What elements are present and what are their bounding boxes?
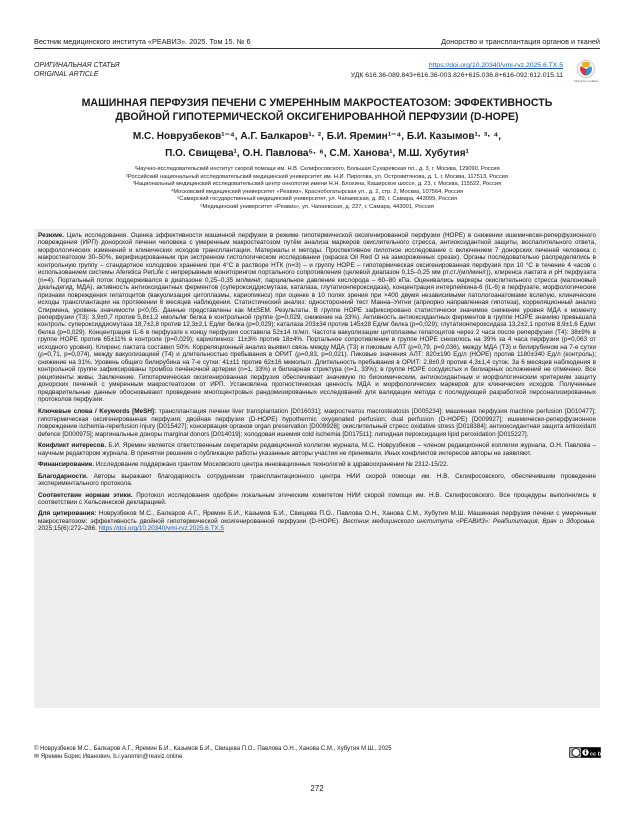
article-type-ru: ОРИГИНАЛЬНАЯ СТАТЬЯ [34, 62, 120, 69]
abstract-box [34, 229, 600, 708]
keywords-text: трансплантация печени liver transplantation [D016031]; макростеатоз macrosteatosis [D005234]; машинная перфузия machine perfusion [D010477]; гипотермическая оксигенированная перфузия; двойная перфузия (D-HOPE) hypothermic oxygenated perfusion; dual perfusion (D-HOPE) [D009927]; ишемически-реперфузионное повреждение ischemia-reperfusion injury [D015427]; консервация органов organ preservation [D009928]; окислительный стресс oxidative stress [D018384]; антиоксидантная защита antioxidant defence [D000975]; маргинальные доноры marginal donors [D014019]; холодовая ишемия cold ischemia [D017511]; липидная пероксидация lipid peroxidation [D015227]. [38, 408, 596, 438]
citation-text: Новрузбеков М.С., Балкаров А.Г., Яремин Б.И., Казымов Б.И., Свищева П.О., Павлова О.Н., Ханова С.М., Хубутия М.Ш. Машинная перфузия печени с умеренным макростеатозом: эффективность двойной гипотермической оксигенированной перфузии (D-HOPE). [38, 510, 596, 525]
citation-pages: 2025;15(6):272–286. [38, 525, 97, 533]
affiliation-item: ³Национальный медицинский исследовательский центр онкологии имени Н.Н. Блохина, Каширское шоссе, д. 23, г. Москва, 115522, Россия [132, 181, 502, 187]
journal-name: Вестник медицинского института «РЕАВИЗ». 2025. Том 15. № 6 [34, 37, 251, 46]
ethics-text: Протокол исследования одобрен локальным этическим комитетом НИИ скорой помощи им. Н.В. Склифосовского. Все процедуры выполнялись в соответствии с Хельсинкской декларацией. [38, 491, 596, 506]
copyright: © Новрузбеков М.С., Балкаров А.Г., Яремин Б.И., Казымов Б.И., Свищева П.О., Павлова О.Н., Ханова С.М., Хубутия М.Ш., 2025 [34, 746, 392, 752]
funding-text: Исследование поддержано грантом Московского центра инновационных технологий в здравоохранении № 2312-15/22. [95, 461, 449, 469]
article-type [34, 61, 120, 79]
article-type-en: ORIGINAL ARTICLE [34, 71, 99, 78]
abstract-text: Цель исследования. Оценка эффективности машинной перфузии в режиме гипотермической оксигенированной перфузии (HOPE) в снижении ишемически-реперфузионного повреждения (ИРП) донорской печени человека с умеренным макростеатозом путём анализа маркеров окислительного стресса, антиоксидантной защиты, воспалительного ответа, морфологических изменений и клинических исходов трансплантации. Материалы и методы. Проспективное пилотное исследование с включением 7 донорских печеней человека с макростеатозом 30–50%, верифицированным при экстренном гистологическом исследовании (окраска Oil Red O на замороженных срезах). Органы последовательно распределялись в контрольную группу – стандартное холодовое хранение при 4°C в растворе НТК (n=3) – и группу HOPE – гипотермическая оксигенированная перфузия при 10 °C в течение 4 часов с использованием системы Aferetica PerLife с непрерывным мониторингом портального сопротивления (целевой диапазон 0,15–0,25 мм рт.ст./(мл/мин/г)), клиренса лактата и pH перфузата (n=4). Портальный поток поддерживался в диапазоне 0,25–0,35 мл/мин/г, парциальное давление кислорода – 60–80 кПа. Оценивались маркеры окислительного стресса (малоновый диальдегид, МДА), активность антиоксидантных ферментов (супероксиддисмутаза, каталаза, глутатионпероксидаза), концентрация интерлейкина-6 (IL-6) в перфузате, морфологические признаки повреждения гепатоцитов (вакуолизация цитоплазмы, кариопикноз) при оценке в 10 полях зрения при ×400 двумя независимыми патологоанатомами вслепую, клинические исходы трансплантации на протяжении 6 месяцев наблюдения. Статистический анализ: односторонний тест Манна–Уитни (априорно направленная гипотеза), корреляционный анализ Спирмена, уровень значимости p<0,05. Данные представлены как M±SEM. Результаты. В группе HOPE зафиксировано статистически значимое снижение уровня МДА к моменту реперфузии (Т3): 3,9±0,7 против 5,8±1,2 нмоль/мг белка в контрольной группе (p=0,029, снижение на 33%). Активность антиоксидантных ферментов в группе HOPE значимо превышала контроль: супероксиддисмутаза 18,7±2,8 против 12,3±2,1 Ед/мг белка (p=0,029); каталаза 203±34 против 145±28 Ед/мг белка (p=0,029); глутатионпероксидаза 13,2±2,1 против 8,9±1,6 Ед/мг белка (p=0,029). Концентрация IL-6 в перфузате к концу перфузии составила 52±14 пг/мл. Частота вакуолизации цитоплазмы гепатоцитов через 2 часа после реперфузии (Т4): 38±9% в группе HOPE против 65±11% в контроле (p=0,029); кариопикноз: 11±3% против 18±4%. Портальное сопротивление в группе HOPE снизилось на 39% за 4 часа перфузии (p=0,063 от исходного уровня). Клиренс лактата составил 50%. Корреляционный анализ выявил связь между МДА (Т3) и пиковым АЛТ (ρ=0,79, p=0,036), между МДА (Т3) и билирубином на 7-е сутки (ρ=0,71, p=0,074), между вакуолизацией (Т4) и длительностью пребывания в ОРИТ (ρ=0,83, p=0,021). Пиковые значения АЛТ: 820±190 Ед/л (HOPE) против 1180±340 Ед/л (контроль); снижение на 31%. Уровень общего билирубина на 7-е сутки: 41±11 против 62±16 мкмоль/л. Длительность пребывания в ОРИТ: 2,8±0,9 против 4,3±1,4 суток. За 6 месяцев наблюдения в контрольной группе зафиксированы тромбоз печёночной артерии (n=1, 33%) и билиарная стриктура (n=1, 33%); в группе HOPE сосудистых и билиарных осложнений не отмечено. Все реципиенты живы. Заключение. Гипотермическая оксигенированная перфузия обеспечивает значимую по биохимическим, антиоксидантным и морфологическим критериям защиту донорских печеней с умеренным макростеатозом от ИРП. Установлена прогностическая ценность МДА и морфологических маркеров для клинических исходов. Полученные предварительные данные обосновывают проведение многоцентровых рандомизированных исследований для валидации метода с последующей разработкой персонализированных протоколов перфузии. [38, 232, 596, 403]
ethics-label: Соответствие нормам этики. [38, 491, 133, 499]
authors-line-1: М.С. Новрузбеков¹⁻⁴, А.Г. Балкаров¹· ², Б.И. Яремин¹⁻⁴, Б.И. Казымов¹· ³· ⁴, [132, 131, 502, 142]
ethics [38, 492, 596, 507]
cc-license-icon [569, 747, 605, 758]
funding-label: Финансирование. [38, 461, 95, 469]
check-for-updates-badge[interactable] [573, 59, 599, 85]
page-number: 272 [310, 784, 324, 793]
citation-journal: Вестник медицинского института «РЕАВИЗ»: Реабилитация, Врач и Здоровье. [342, 517, 596, 525]
title-line-1: МАШИННАЯ ПЕРФУЗИЯ ПЕЧЕНИ С УМЕРЕННЫМ МАКРОСТЕАТОЗОМ: ЭФФЕКТИВНОСТЬ [81, 97, 553, 109]
keywords [38, 408, 596, 438]
header-rule [34, 48, 600, 49]
footer [34, 745, 392, 762]
affiliation-item: ²Российский национальный исследовательский медицинский университет им. Н.И. Пирогова, ул. Островитянова, д. 1, г. Москва, 117513, Россия [126, 173, 508, 180]
citation [38, 510, 596, 532]
acknowledgments-text: Авторы выражают благодарность сотрудникам трансплантационного центра НИИ скорой помощи им. Н.В. Склифосовского, обеспечившим проведение экспериментального протокола. [38, 472, 596, 488]
authors [34, 128, 600, 162]
cc-license-label: cc by [590, 751, 605, 758]
funding [38, 461, 596, 468]
acknowledgments-label: Благодарности. [38, 472, 88, 480]
journal-section: Донорство и трансплантация органов и тканей [441, 37, 600, 46]
affiliation-item: ⁵Самарский государственный медицинский университет, ул. Чапаевская, д. 89, г. Самара, 443099, Россия [176, 196, 458, 202]
contact-email: ✉ Яремин Борис Иванович, b.i.yaremin@reaviz.online [34, 754, 183, 761]
citation-label: Для цитирования: [38, 510, 97, 518]
citation-doi-link[interactable]: https://doi.org/10.20340/vmi-rvz.2025.6.TX.5 [98, 525, 224, 533]
affiliations [34, 166, 600, 211]
check-for-updates-label: Check for updates [573, 79, 599, 83]
udc: УДК 616.36-089.843+616.36-003.826+615.036.8+616-092:612.015.11 [350, 71, 563, 79]
abstract-label: Резюме. [38, 232, 65, 239]
running-header [34, 37, 600, 46]
keywords-label: Ключевые слова / Keywords [MeSH]: [38, 408, 157, 416]
doi-block [351, 61, 563, 80]
affiliation-item: ¹Научно-исследовательский институт скорой помощи им. Н.В. Склифосовского, Большая Сухаревская пл., д. 3, г. Москва, 129090, Россия [134, 166, 500, 172]
abstract [38, 232, 596, 403]
cc-by-license[interactable] [569, 745, 605, 758]
conflict-text: Б.И. Яремин является ответственным секретарём редакционной коллегии журнала, М.С. Новрузбеков – членом редакционной коллегии журнала, О.Н. Павлова – научным редактором журнала. В принятии решения о публикации работы указанные авторы участия не принимали. Иных конфликтов интересов авторы не заявляют. [38, 442, 596, 457]
affiliation-item: ⁶Медицинский университет «Реавиз», ул. Чапаевская, д. 227, г. Самара, 443001, Россия [200, 203, 434, 210]
acknowledgments [38, 473, 596, 488]
article-title [34, 96, 600, 124]
conflict-of-interest [38, 442, 596, 457]
doi-link[interactable]: https://doi.org/10.20340/vmi-rvz.2025.6.TX.5 [428, 62, 563, 69]
conflict-label: Конфликт интересов. [38, 442, 107, 450]
title-line-2: ДВОЙНОЙ ГИПОТЕРМИЧЕСКОЙ ОКСИГЕНИРОВАННОЙ ПЕРФУЗИИ (D-HOPE) [115, 111, 519, 123]
authors-line-2: П.О. Свищева¹, О.Н. Павлова⁵· ⁶, С.М. Ханова¹, М.Ш. Хубутия¹ [165, 148, 469, 159]
affiliation-item: ⁴Московский медицинский университет «Реавиз», Краснобогатырская ул., д. 2, стр. 2, Москва, 107564, Россия [170, 188, 464, 195]
